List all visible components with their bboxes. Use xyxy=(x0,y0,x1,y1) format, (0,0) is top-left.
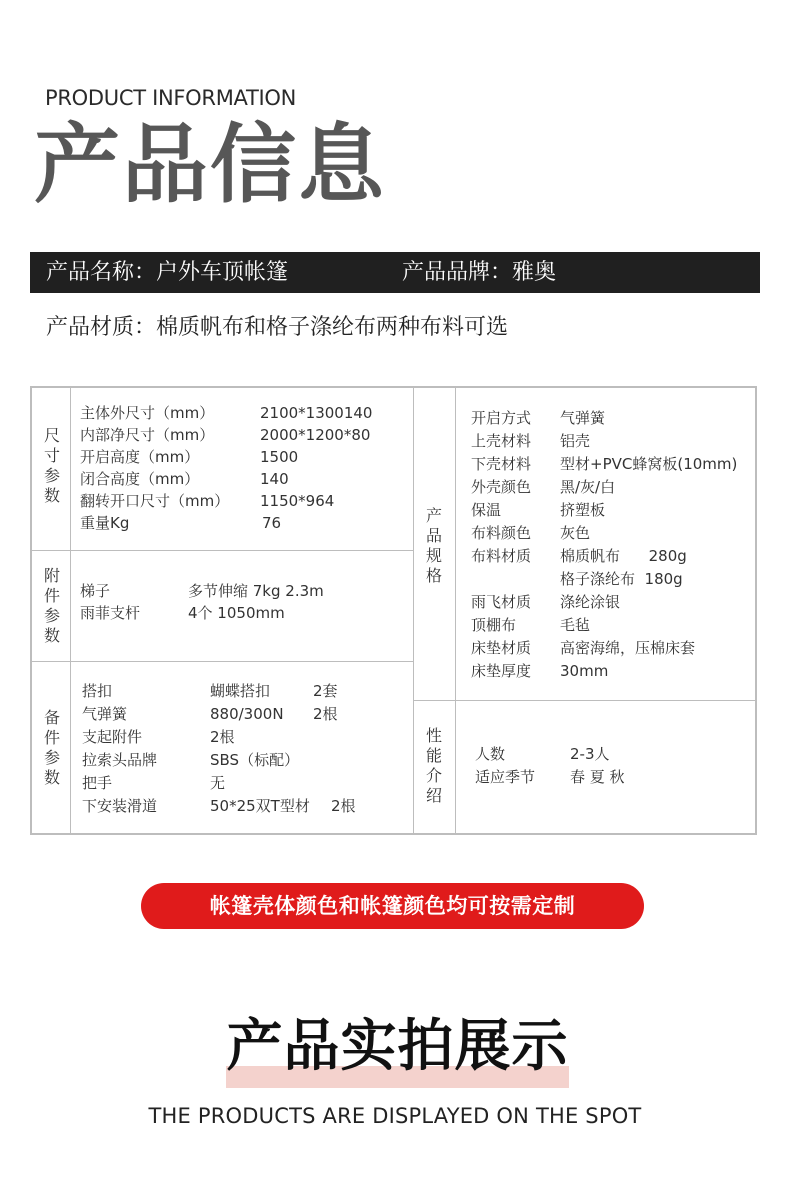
spare-section-label: 备 件 参 数 xyxy=(43,708,60,787)
product-brand: 产品品牌：雅奥 xyxy=(402,260,557,285)
size-section-label: 尺 寸 参 数 xyxy=(43,426,60,505)
performance-section-label: 性 能 介 绍 xyxy=(425,726,442,805)
table-divider xyxy=(413,700,755,701)
accessory-section-label: 附 件 参 数 xyxy=(43,566,60,645)
table-divider xyxy=(32,550,413,551)
showcase-title: 产品实拍展示 xyxy=(226,1014,569,1079)
spec-table: 尺 寸 参 数 主体外尺寸（mm） 2100*1300140 内部净尺寸（mm） 2000*1200*80 开启高度（mm） 1500 闭合高度（mm） 140 翻转开口尺寸（mm） 1150*964 重量Kg 76 附 件 参 数 梯子 多节伸缩 7kg 2.3m 雨菲支杆 4个 1050mm 备 件 参 数 搭扣 蝴蝶搭扣 2套 气弹簧 880/300N 2根 支起附件 2根 拉索头品牌 SBS（标配） 把手 无 下安装滑道 50*25双T型材 2根 产 品 规 格 开启方式 气弹簧 上壳材料 铝壳 下壳材料 型材+PVC蜂窝板(10mm) 外壳颜色 黑/灰/白 保温 挤塑板 布料颜色 灰色 布料材质 棉质帆布 280g 格子涤纶布 180g 雨飞材质 涤纶涂银 顶棚布 毛毡 床垫材质 高密海绵，压棉床套 床垫厚度 30mm 性 能 介 绍 人数 2-3人 适应季节 春 夏 秋 xyxy=(30,386,757,835)
table-divider xyxy=(455,388,456,833)
page-title: 产品信息 xyxy=(34,115,386,215)
customization-note: 帐篷壳体颜色和帐篷颜色均可按需定制 xyxy=(141,883,644,929)
section-english-label: PRODUCT INFORMATION xyxy=(45,86,297,110)
product-name: 产品名称：户外车顶帐篷 xyxy=(46,260,289,285)
product-material: 产品材质：棉质帆布和格子涤纶布两种布料可选 xyxy=(46,315,509,340)
name-brand-bar xyxy=(30,252,760,293)
table-divider xyxy=(32,661,413,662)
showcase-subtitle: THE PRODUCTS ARE DISPLAYED ON THE SPOT xyxy=(148,1104,642,1128)
spec-section-label: 产 品 规 格 xyxy=(425,506,442,585)
